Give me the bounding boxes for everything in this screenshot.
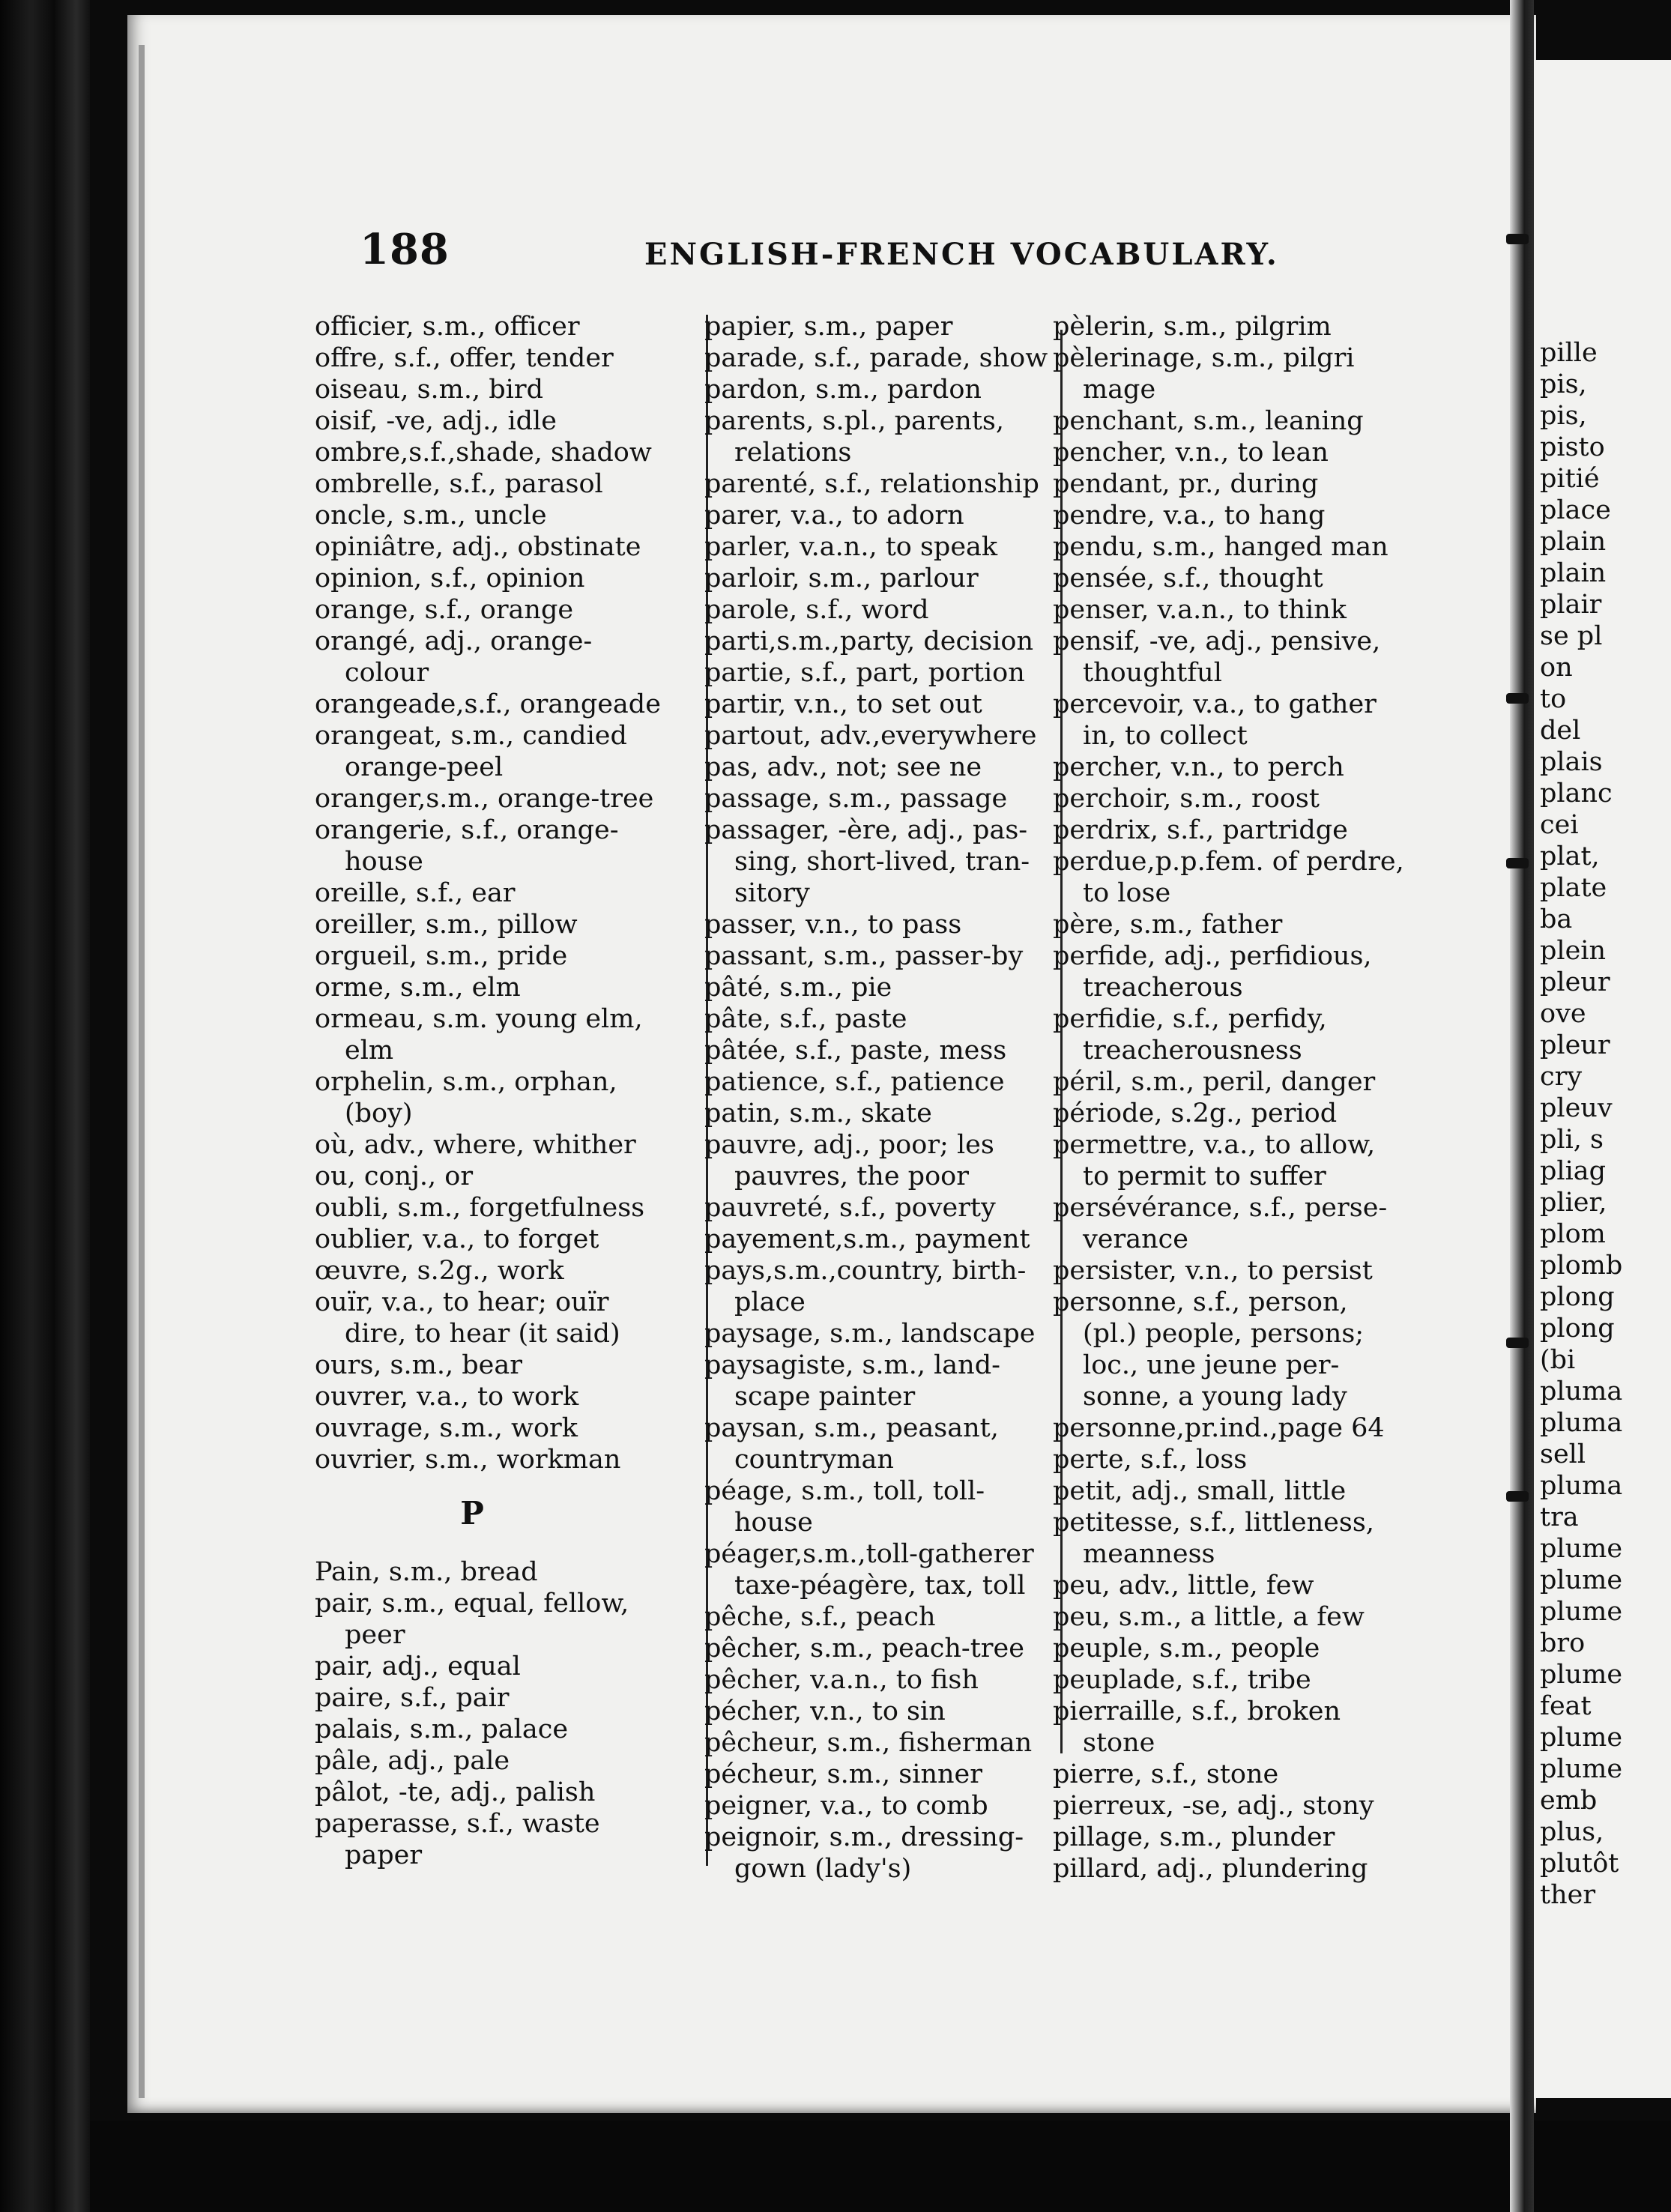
vocabulary-entry: paysage, s.m., landscape [704, 1319, 1036, 1349]
vocabulary-entry: petitesse, s.f., littleness, [1053, 1508, 1374, 1538]
entry-continuation: verance [1083, 1224, 1188, 1254]
entry-continuation: (pl.) people, persons; [1083, 1319, 1365, 1349]
vocabulary-entry: pêche, s.f., peach [704, 1602, 936, 1632]
vocabulary-entry: peigner, v.a., to comb [704, 1791, 988, 1821]
vocabulary-entry: personne, s.f., person, [1053, 1287, 1348, 1317]
vocabulary-entry: oncle, s.m., uncle [315, 501, 547, 531]
right-page-line: plume [1540, 1754, 1623, 1784]
vocabulary-entry: pendant, pr., during [1053, 469, 1319, 499]
vocabulary-entry: pâlot, -te, adj., palish [315, 1777, 596, 1807]
vocabulary-entry: pendre, v.a., to hang [1053, 501, 1326, 531]
entry-continuation: stone [1083, 1728, 1155, 1758]
entry-continuation: sitory [734, 878, 810, 908]
vocabulary-entry: passage, s.m., passage [704, 784, 1008, 814]
right-page-line: ba [1540, 904, 1573, 934]
right-page-line: plat, [1540, 841, 1600, 871]
vocabulary-entry: perdrix, s.f., partridge [1053, 815, 1348, 845]
right-page-line: pille [1540, 338, 1598, 368]
vocabulary-entry: parloir, s.m., parlour [704, 563, 979, 593]
vocabulary-entry: paysagiste, s.m., land- [704, 1350, 1000, 1380]
entry-continuation: house [345, 847, 423, 877]
right-page-line: pluma [1540, 1471, 1623, 1501]
right-page-line: pis, [1540, 401, 1587, 431]
vocabulary-column-1 [315, 311, 704, 1871]
vocabulary-entry: permettre, v.a., to allow, [1053, 1130, 1376, 1160]
vocabulary-column-2 [704, 311, 1068, 1885]
entry-continuation: treacherousness [1083, 1036, 1302, 1066]
right-page-line: pleur [1540, 967, 1610, 997]
vocabulary-entry: péril, s.m., peril, danger [1053, 1067, 1376, 1097]
column-2-entries [704, 311, 1068, 1885]
vocabulary-entry: opiniâtre, adj., obstinate [315, 532, 641, 562]
vocabulary-entry: opinion, s.f., opinion [315, 563, 585, 593]
running-title: ENGLISH-FRENCH VOCABULARY. [644, 237, 1279, 272]
vocabulary-entry: oiseau, s.m., bird [315, 375, 543, 405]
entry-continuation: loc., une jeune per- [1083, 1350, 1340, 1380]
right-page-line: plair [1540, 590, 1602, 620]
vocabulary-entry: orphelin, s.m., orphan, [315, 1067, 617, 1097]
vocabulary-entry: parole, s.f., word [704, 595, 929, 625]
vocabulary-entry: peuple, s.m., people [1053, 1634, 1320, 1663]
book-gutter [1510, 0, 1534, 2212]
right-page-line: cei [1540, 810, 1579, 840]
entry-continuation: paper [345, 1840, 423, 1870]
vocabulary-entry: pillard, adj., plundering [1053, 1854, 1368, 1884]
vocabulary-entry: persévérance, s.f., perse- [1053, 1193, 1388, 1223]
vocabulary-entry: pécher, v.n., to sin [704, 1696, 946, 1726]
right-page-line: plume [1540, 1565, 1623, 1595]
vocabulary-entry: oublier, v.a., to forget [315, 1224, 599, 1254]
vocabulary-entry: paysan, s.m., peasant, [704, 1413, 999, 1443]
vocabulary-entry: penchant, s.m., leaning [1053, 406, 1364, 436]
vocabulary-entry: orangeat, s.m., candied [315, 721, 627, 751]
right-page-lines [1534, 60, 1671, 1911]
entry-continuation: treacherous [1083, 973, 1243, 1003]
vocabulary-entry: palais, s.m., palace [315, 1714, 569, 1744]
book-spine-shadow [0, 0, 90, 2212]
right-page-line: plume [1540, 1660, 1623, 1690]
vocabulary-entry: oranger,s.m., orange-tree [315, 784, 654, 814]
vocabulary-entry: pillage, s.m., plunder [1053, 1822, 1335, 1852]
column-1-entries [315, 311, 704, 1475]
right-page-line: planc [1540, 779, 1613, 809]
right-page-line: cry [1540, 1062, 1583, 1092]
vocabulary-entry: parer, v.a., to adorn [704, 501, 964, 531]
entry-continuation: to permit to suffer [1083, 1161, 1326, 1191]
vocabulary-entry: parti,s.m.,party, decision [704, 626, 1034, 656]
vocabulary-entry: payement,s.m., payment [704, 1224, 1030, 1254]
vocabulary-entry: ombre,s.f.,shade, shadow [315, 438, 652, 468]
right-page-line: (bi [1540, 1345, 1576, 1375]
right-page-line: pleur [1540, 1030, 1610, 1060]
vocabulary-entry: orme, s.m., elm [315, 973, 521, 1003]
page-number: 188 [360, 225, 450, 274]
vocabulary-entry: partout, adv.,everywhere [704, 721, 1037, 751]
entry-continuation: sonne, a young lady [1083, 1382, 1347, 1412]
vocabulary-entry: ouvrage, s.m., work [315, 1413, 578, 1443]
vocabulary-column-3 [1053, 311, 1442, 1885]
entry-continuation: house [734, 1508, 813, 1538]
right-page-line: plus, [1540, 1817, 1604, 1847]
entry-continuation: place [734, 1287, 806, 1317]
binding-mark [1506, 693, 1529, 704]
vocabulary-entry: pécheur, s.m., sinner [704, 1759, 982, 1789]
vocabulary-entry: parents, s.pl., parents, [704, 406, 1005, 436]
vocabulary-entry: perchoir, s.m., roost [1053, 784, 1320, 814]
right-page-line: plume [1540, 1534, 1623, 1564]
binding-mark [1506, 1491, 1529, 1502]
vocabulary-entry: pêcheur, s.m., fisherman [704, 1728, 1033, 1758]
vocabulary-entry: patience, s.f., patience [704, 1067, 1005, 1097]
vocabulary-entry: pendu, s.m., hanged man [1053, 532, 1389, 562]
right-page-fragment [1534, 60, 1671, 2098]
vocabulary-entry: péage, s.m., toll, toll- [704, 1476, 985, 1506]
binding-mark [1506, 234, 1529, 244]
vocabulary-entry: période, s.2g., period [1053, 1099, 1338, 1128]
vocabulary-entry: orangeade,s.f., orangeade [315, 689, 661, 719]
vocabulary-entry: ouïr, v.a., to hear; ouïr [315, 1287, 609, 1317]
right-page-line: plomb [1540, 1251, 1623, 1281]
right-page-line: plain [1540, 558, 1607, 588]
vocabulary-entry: oreiller, s.m., pillow [315, 910, 578, 940]
entry-continuation: meanness [1083, 1539, 1215, 1569]
vocabulary-entry: pardon, s.m., pardon [704, 375, 982, 405]
vocabulary-entry: pensée, s.f., thought [1053, 563, 1323, 593]
vocabulary-entry: orangé, adj., orange- [315, 626, 593, 656]
vocabulary-entry: pèlerin, s.m., pilgrim [1053, 312, 1332, 342]
vocabulary-entry: percevoir, v.a., to gather [1053, 689, 1377, 719]
right-page-line: sell [1540, 1439, 1586, 1469]
scan-bottom-edge [90, 2121, 1671, 2212]
vocabulary-entry: ouvrier, s.m., workman [315, 1445, 621, 1475]
vocabulary-entry: paire, s.f., pair [315, 1683, 510, 1713]
vocabulary-entry: père, s.m., father [1053, 910, 1283, 940]
right-page-line: pis, [1540, 369, 1587, 399]
vocabulary-entry: orange, s.f., orange [315, 595, 574, 625]
vocabulary-entry: passager, -ère, adj., pas- [704, 815, 1028, 845]
entry-continuation: pauvres, the poor [734, 1161, 969, 1191]
vocabulary-entry: ormeau, s.m. young elm, [315, 1004, 643, 1034]
entry-continuation: dire, to hear (it said) [345, 1319, 620, 1349]
vocabulary-entry: peuplade, s.f., tribe [1053, 1665, 1311, 1695]
vocabulary-entry: pèlerinage, s.m., pilgri [1053, 343, 1355, 373]
right-page-line: pli, s [1540, 1125, 1604, 1155]
right-page-line: plein [1540, 936, 1607, 966]
entry-continuation: scape painter [734, 1382, 916, 1412]
vocabulary-entry: parade, s.f., parade, show [704, 343, 1048, 373]
right-page-line: pliag [1540, 1156, 1607, 1186]
vocabulary-entry: pierraille, s.f., broken [1053, 1696, 1341, 1726]
vocabulary-entry: ou, conj., or [315, 1161, 474, 1191]
right-page-line: pluma [1540, 1377, 1623, 1406]
column-1-entries-after-letter [315, 1556, 704, 1871]
vocabulary-entry: peignoir, s.m., dressing- [704, 1822, 1024, 1852]
vocabulary-entry: passant, s.m., passer-by [704, 941, 1024, 971]
entry-continuation: mage [1083, 375, 1156, 405]
vocabulary-entry: percher, v.n., to perch [1053, 752, 1344, 782]
right-page-line: pitié [1540, 464, 1600, 494]
entry-continuation: relations [734, 438, 852, 468]
right-page-line: plume [1540, 1597, 1623, 1627]
vocabulary-entry: oreille, s.f., ear [315, 878, 516, 908]
vocabulary-entry: pair, adj., equal [315, 1652, 521, 1681]
vocabulary-entry: ouvrer, v.a., to work [315, 1382, 579, 1412]
right-page-line: plong [1540, 1314, 1615, 1344]
vocabulary-entry: pêcher, s.m., peach-tree [704, 1634, 1024, 1663]
vocabulary-entry: offre, s.f., offer, tender [315, 343, 614, 373]
vocabulary-entry: pâtée, s.f., paste, mess [704, 1036, 1007, 1066]
vocabulary-entry: ombrelle, s.f., parasol [315, 469, 603, 499]
right-page-line: plais [1540, 747, 1603, 777]
right-page-line: plong [1540, 1282, 1615, 1312]
right-page-line: plume [1540, 1723, 1623, 1753]
vocabulary-entry: perfidie, s.f., perfidy, [1053, 1004, 1327, 1034]
vocabulary-entry: peu, s.m., a little, a few [1053, 1602, 1365, 1632]
vocabulary-entry: partie, s.f., part, portion [704, 658, 1025, 688]
vocabulary-entry: pensif, -ve, adj., pensive, [1053, 626, 1381, 656]
right-page-line: del [1540, 716, 1581, 746]
vocabulary-entry: pencher, v.n., to lean [1053, 438, 1329, 468]
vocabulary-entry: petit, adj., small, little [1053, 1476, 1347, 1506]
vocabulary-entry: pays,s.m.,country, birth- [704, 1256, 1027, 1286]
vocabulary-entry: orgueil, s.m., pride [315, 941, 568, 971]
right-page-line: tra [1540, 1502, 1579, 1532]
vocabulary-entry: patin, s.m., skate [704, 1099, 932, 1128]
binding-mark [1506, 858, 1529, 868]
vocabulary-entry: où, adv., where, whither [315, 1130, 636, 1160]
entry-continuation: in, to collect [1083, 721, 1248, 751]
right-page-line: feat [1540, 1691, 1592, 1721]
right-page-line: pluma [1540, 1408, 1623, 1438]
entry-continuation: peer [345, 1620, 405, 1650]
right-page-line: pleuv [1540, 1093, 1613, 1123]
vocabulary-entry: oisif, -ve, adj., idle [315, 406, 557, 436]
vocabulary-entry: personne,pr.ind.,page 64 [1053, 1413, 1385, 1443]
vocabulary-entry: perfide, adj., perfidious, [1053, 941, 1372, 971]
vocabulary-entry: péager,s.m.,toll-gatherer [704, 1539, 1034, 1569]
entry-continuation: colour [345, 658, 429, 688]
vocabulary-entry: parenté, s.f., relationship [704, 469, 1039, 499]
vocabulary-entry: Pain, s.m., bread [315, 1557, 538, 1587]
right-page-line: plate [1540, 873, 1607, 903]
right-page-line: place [1540, 495, 1611, 525]
vocabulary-entry: pêcher, v.a.n., to fish [704, 1665, 979, 1695]
vocabulary-entry: pâté, s.m., pie [704, 973, 892, 1003]
binding-mark [1506, 1338, 1529, 1348]
vocabulary-entry: perdue,p.p.fem. of perdre, [1053, 847, 1404, 877]
vocabulary-entry: persister, v.n., to persist [1053, 1256, 1373, 1286]
right-page-line: plain [1540, 527, 1607, 557]
vocabulary-entry: papier, s.m., paper [704, 312, 953, 342]
vocabulary-entry: peu, adv., little, few [1053, 1571, 1314, 1601]
vocabulary-entry: pâle, adj., pale [315, 1746, 510, 1776]
right-page-line: plutôt [1540, 1849, 1619, 1879]
vocabulary-entry: passer, v.n., to pass [704, 910, 962, 940]
vocabulary-entry: paperasse, s.f., waste [315, 1809, 600, 1839]
vocabulary-entry: orangerie, s.f., orange- [315, 815, 619, 845]
vocabulary-entry: partir, v.n., to set out [704, 689, 982, 719]
vocabulary-entry: parler, v.a.n., to speak [704, 532, 998, 562]
column-3-entries [1053, 311, 1442, 1885]
vocabulary-entry: oubli, s.m., forgetfulness [315, 1193, 645, 1223]
vocabulary-entry: pâte, s.f., paste [704, 1004, 907, 1034]
vocabulary-entry: penser, v.a.n., to think [1053, 595, 1347, 625]
right-page-line: on [1540, 653, 1573, 683]
vocabulary-entry: perte, s.f., loss [1053, 1445, 1248, 1475]
right-page-line: to [1540, 684, 1567, 714]
right-page-line: ther [1540, 1880, 1596, 1910]
vocabulary-entry: pierre, s.f., stone [1053, 1759, 1279, 1789]
right-page-line: plier, [1540, 1188, 1607, 1218]
entry-continuation: (boy) [345, 1099, 413, 1128]
entry-continuation: elm [345, 1036, 394, 1066]
entry-continuation: to lose [1083, 878, 1171, 908]
page-header [360, 225, 1469, 285]
vocabulary-entry: pas, adv., not; see ne [704, 752, 982, 782]
vocabulary-entry: pierreux, -se, adj., stony [1053, 1791, 1374, 1821]
right-page-line: plom [1540, 1219, 1606, 1249]
page-edge [139, 45, 145, 2098]
entry-continuation: thoughtful [1083, 658, 1222, 688]
right-page-line: pisto [1540, 432, 1605, 462]
right-page-line: ove [1540, 999, 1586, 1029]
entry-continuation: taxe-péagère, tax, toll [734, 1571, 1026, 1601]
vocabulary-entry: pauvreté, s.f., poverty [704, 1193, 996, 1223]
entry-continuation: sing, short-lived, tran- [734, 847, 1030, 877]
vocabulary-entry: ours, s.m., bear [315, 1350, 522, 1380]
entry-continuation: countryman [734, 1445, 894, 1475]
vocabulary-entry: œuvre, s.2g., work [315, 1256, 564, 1286]
right-page-line: bro [1540, 1628, 1586, 1658]
vocabulary-entry: officier, s.m., officer [315, 312, 580, 342]
section-letter: P [460, 1495, 484, 1532]
entry-continuation: orange-peel [345, 752, 504, 782]
right-page-line: se pl [1540, 621, 1603, 651]
entry-continuation: gown (lady's) [734, 1854, 912, 1884]
vocabulary-entry: pauvre, adj., poor; les [704, 1130, 994, 1160]
vocabulary-entry: pair, s.m., equal, fellow, [315, 1589, 629, 1619]
right-page-line: emb [1540, 1786, 1598, 1816]
